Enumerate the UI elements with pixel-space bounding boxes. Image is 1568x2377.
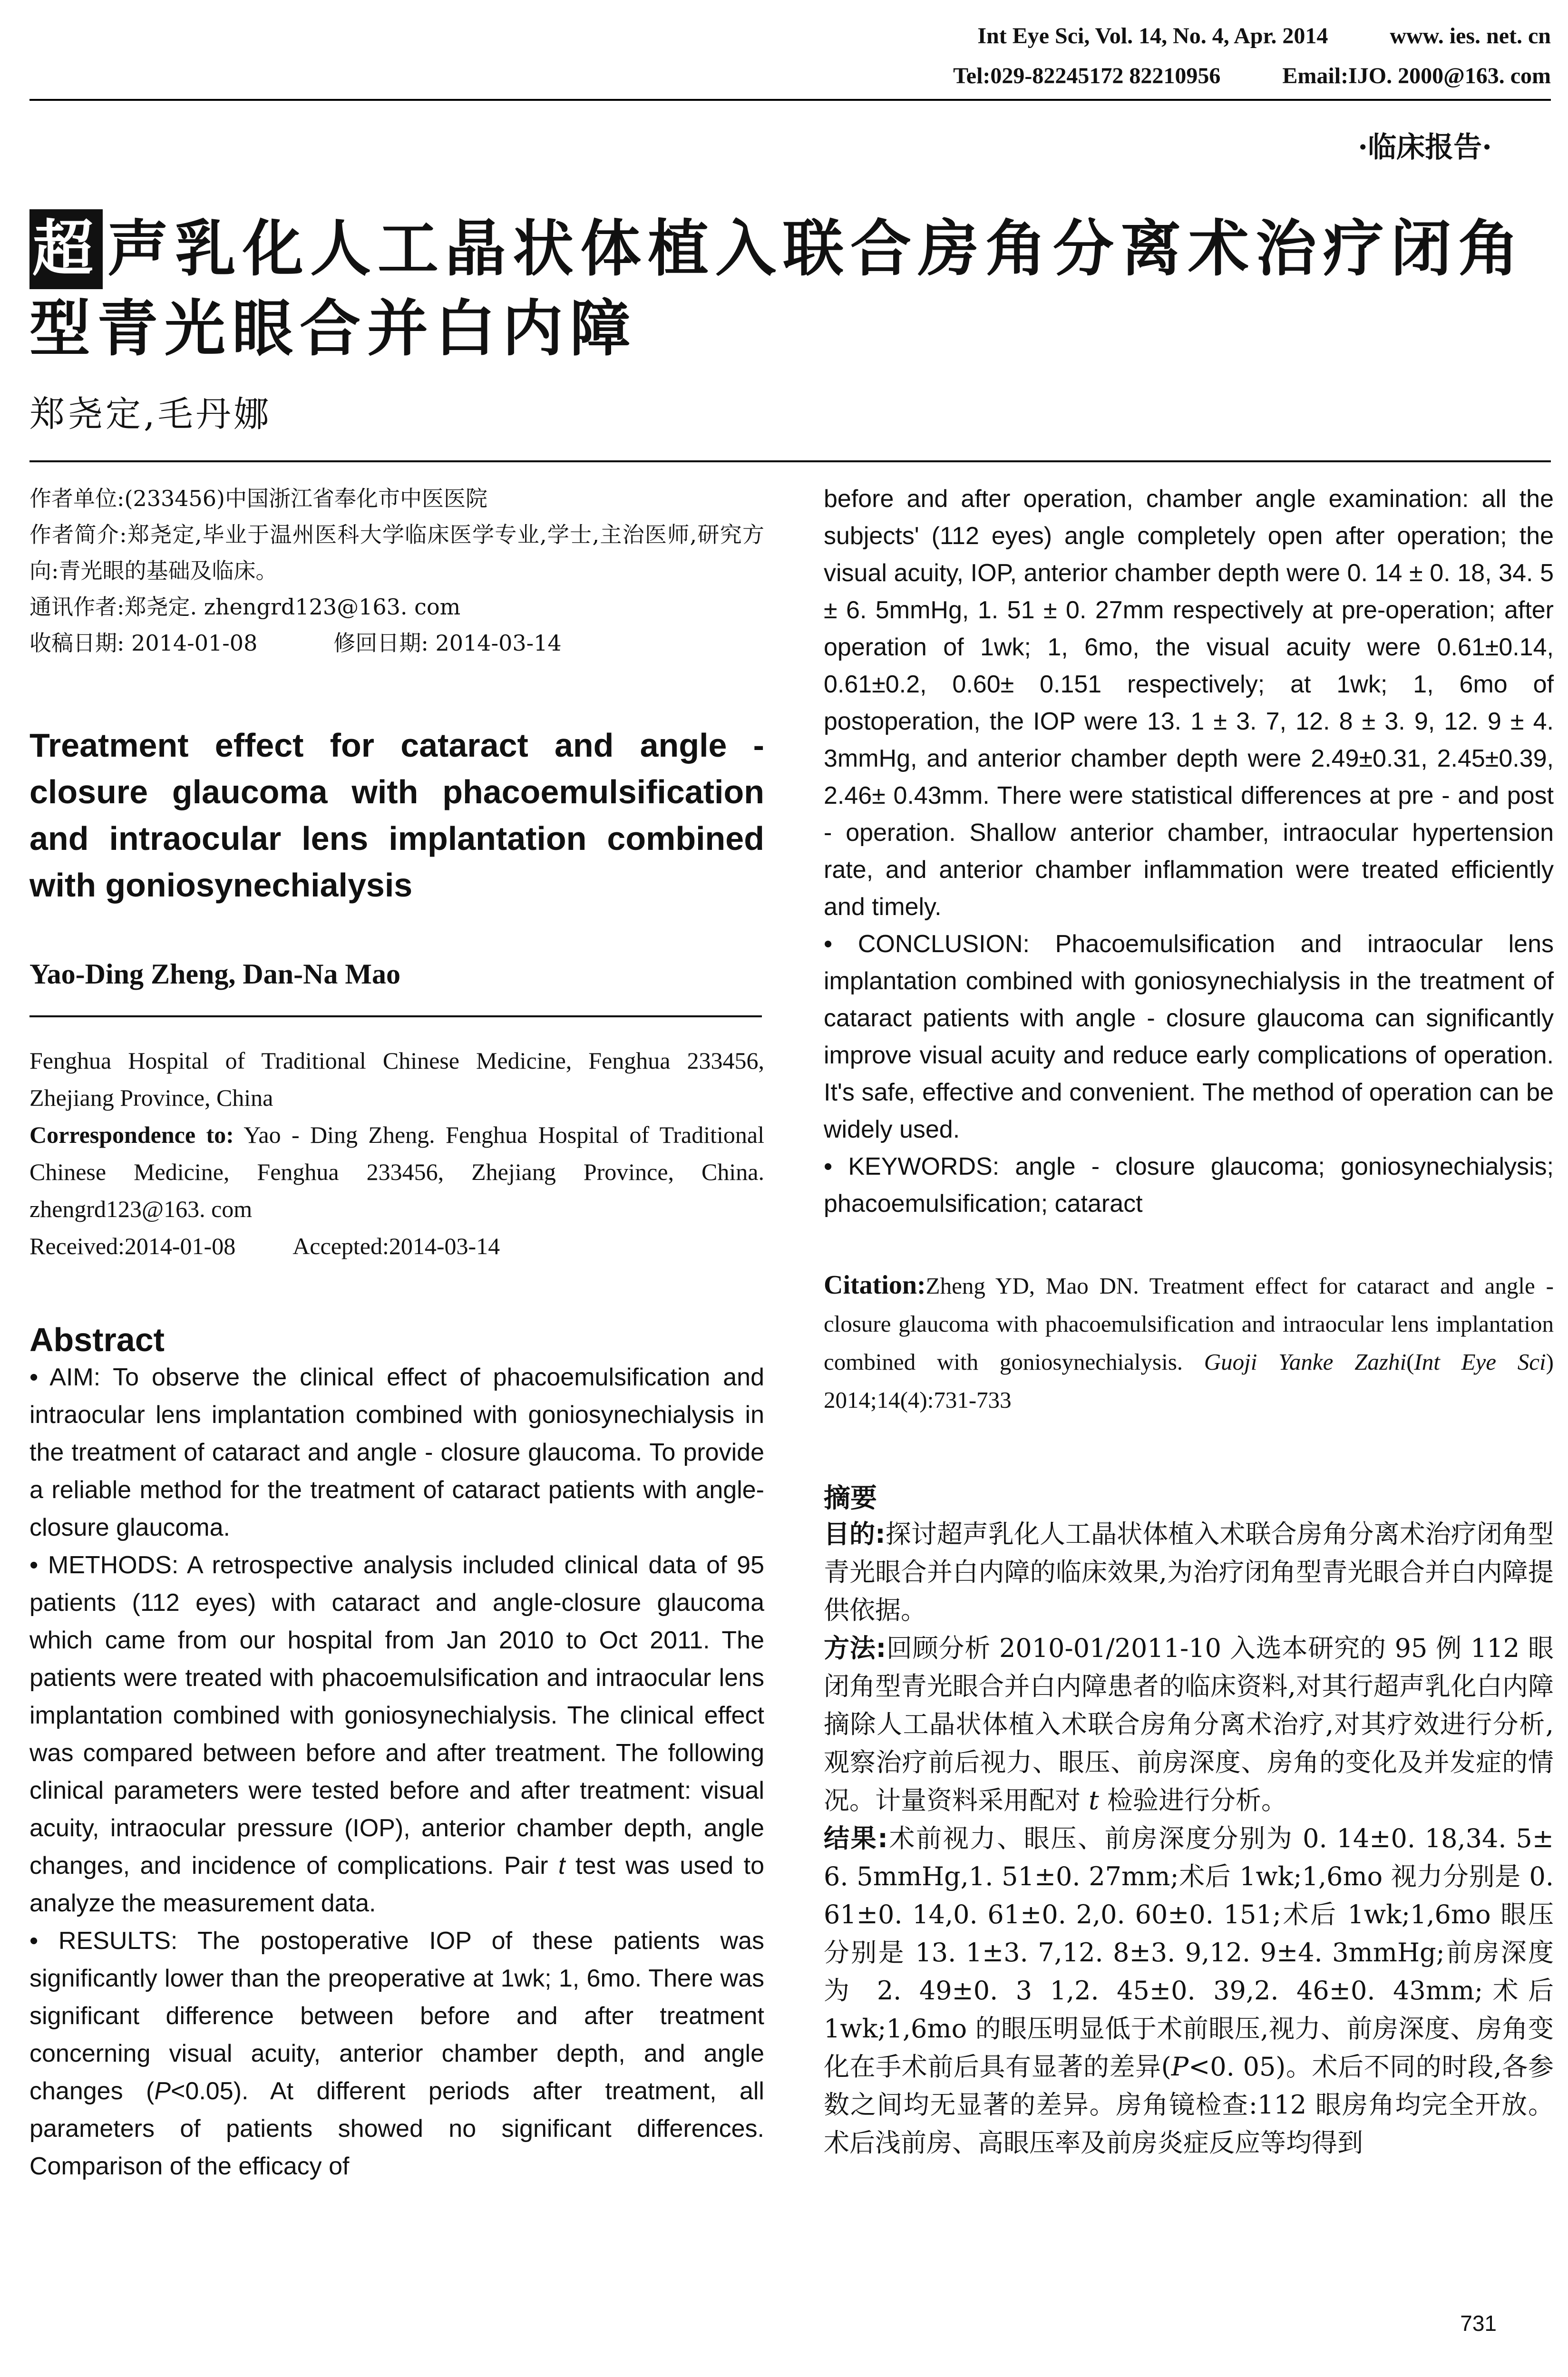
citation-text-b: ) 2014;14(4):731-733: [824, 1349, 1554, 1413]
right-column: [824, 480, 1554, 2162]
citation-journal-b: Int Eye Sci: [1414, 1349, 1546, 1375]
method-cn-t: t: [1089, 1785, 1099, 1815]
journal-website: www. ies. net. cn: [1390, 23, 1551, 49]
title-cn: [29, 209, 1551, 369]
aim-cn-label: 目的:: [824, 1519, 886, 1549]
citation-journal-a: Guoji Yanke Zazhi: [1204, 1349, 1407, 1375]
abstract-aim: [29, 1359, 764, 1547]
results-p: P: [154, 2077, 171, 2105]
abstract-cn-result: [824, 1820, 1554, 2162]
citation-paren: (: [1406, 1349, 1414, 1375]
left-column: [29, 480, 764, 2185]
author-bio-cn: 作者简介:郑尧定,毕业于温州医科大学临床医学专业,学士,主治医师,研究方向:青光眼的基础及临床。: [29, 522, 764, 584]
authors-rule: [29, 1015, 762, 1017]
authors-cn: 郑尧定,毛丹娜: [29, 394, 272, 435]
result-cn-text-a: 术前视力、眼压、前房深度分别为 0. 14±0. 18,34. 5± 6. 5mmHg,1. 51±0. 27mm;术后 1wk;1,6mo 视力分别是 0. 61±0. 14,0. 61±0. 2,0. 60±0. 151;术后 1wk;1,6mo 眼压分别是 13. 1±3. 7,12. 8±3. 9,12. 9±4. 3mmHg;前房深度为 2. 49±0. 3 1,2. 45±0. 39,2. 46±0. 43mm;术后 1wk;1,6mo 的眼压明显低于术前眼压,视力、前房深度、房角变化在手术前后具有显著的差异(: [824, 1823, 1554, 2082]
affiliation-hospital: Fenghua Hospital of Traditional Chinese Medicine, Fenghua 233456, Zhejiang Province, China: [29, 1047, 764, 1111]
journal-citation: Int Eye Sci, Vol. 14, No. 4, Apr. 2014: [977, 23, 1328, 49]
header-rule: [29, 99, 1551, 101]
abstract-keywords: [824, 1148, 1554, 1222]
page-number: 731: [1460, 2311, 1497, 2336]
received-date-cn: 收稿日期: 2014-01-08: [29, 630, 258, 656]
abstract-cn-heading: 摘要: [824, 1483, 877, 1514]
title-cn-rest: 声乳化人工晶状体植入联合房角分离术治疗闭角型青光眼合并白内障: [29, 214, 1526, 364]
aim-text: To observe the clinical effect of phacoemulsification and intraocular lens implantation combined with goniosynechialysis in the treatment of cataract and angle - closure glaucoma. To provide a reliable method for the treatment of cataract patients with angle-closure glaucoma.: [29, 1364, 764, 1541]
title-cn-first-char: 超: [29, 209, 103, 289]
result-cn-label: 结果:: [824, 1823, 888, 1853]
abstract-heading: Abstract: [29, 1321, 165, 1358]
conclusion-label: • CONCLUSION:: [824, 930, 1030, 958]
dates-en: [29, 1227, 764, 1265]
results-text-b: <0.05). At different periods after treatment, all parameters of patients showed no significant differences. Comparison of the efficacy of: [29, 2077, 764, 2180]
journal-email: Email:IJO. 2000@163. com: [1282, 63, 1551, 88]
methods-t: t: [558, 1852, 565, 1880]
affiliation-en: [29, 1042, 764, 1265]
results-text-a: The postoperative IOP of these patients was significantly lower than the preoperative at 1wk; 1, 6mo. There was significant difference between before and after treatment concerning visual acuity, anterior chamber depth, and angle changes (: [29, 1927, 764, 2105]
methods-label: • METHODS:: [29, 1551, 179, 1579]
dates-cn: [29, 625, 764, 661]
journal-tel: Tel:029-82245172 82210956: [953, 63, 1221, 88]
author-info-cn: [29, 480, 764, 661]
method-cn-text-b: 检验进行分析。: [1099, 1785, 1287, 1815]
results-continued: before and after operation, chamber angle examination: all the subjects' (112 eyes) angle completely open after operation; the visual acuity, IOP, anterior chamber depth were 0. 14 ± 0. 18, 34. 5 ± 6. 5mmHg, 1. 51 ± 0. 27mm respectively at pre-operation; after operation of 1wk; 1, 6mo, the visual acuity were 0.61±0.14, 0.61±0.2, 0.60± 0.151 respectively; at 1wk; 1, 6mo of postoperation, the IOP were 13. 1 ± 3. 7, 12. 8 ± 3. 9, 12. 9 ± 4. 3mmHg, and anterior chamber depth were 2.49±0.31, 2.45±0.39, 2.46± 0.43mm. There were statistical differences at pre - and post - operation. Shallow anterior chamber, intraocular hypertension rate, and anterior chamber inflammation were treated efficiently and timely.: [824, 485, 1554, 921]
result-cn-p: P: [1171, 2052, 1189, 2082]
abstract-left: [29, 1359, 764, 2185]
correspondence-label: Correspondence to:: [29, 1121, 234, 1148]
revised-date-cn: 修回日期: 2014-03-14: [333, 630, 562, 656]
title-en: Treatment effect for cataract and angle - closure glaucoma with phacoemulsification and intraocular lens implantation combined with goniosynechialysis: [29, 727, 764, 904]
received-date-en: Received:2014-01-08: [29, 1233, 236, 1259]
accepted-date-en: Accepted:2014-03-14: [292, 1233, 500, 1259]
conclusion-text: Phacoemulsification and intraocular lens implantation combined with goniosynechialysis in the treatment of cataract patients with angle - closure glaucoma can significantly improve visual acuity and reduce early complications of operation. It's safe, effective and convenient. The method of operation can be widely used.: [824, 930, 1554, 1143]
authors-en: Yao-Ding Zheng, Dan-Na Mao: [29, 958, 401, 990]
citation: [824, 1266, 1554, 1419]
author-unit-cn: 作者单位:(233456)中国浙江省奉化市中医医院: [29, 486, 487, 511]
abstract-results: [29, 1922, 764, 2185]
aim-cn-text: 探讨超声乳化人工晶状体植入术联合房角分离术治疗闭角型青光眼合并白内障的临床效果,为治疗闭角型青光眼合并白内障提供依据。: [824, 1519, 1554, 1625]
result-cn-text-b: <0. 05)。术后不同的时段,各参数之间均无显著的差异。房角镜检查:112 眼房角均完全开放。术后浅前房、高眼压率及前房炎症反应等均得到: [824, 2052, 1554, 2158]
keywords-text: angle - closure glaucoma; goniosynechialysis; phacoemulsification; cataract: [824, 1153, 1554, 1218]
abstract-methods: [29, 1547, 764, 1922]
section-tag: ·临床报告·: [1358, 131, 1492, 164]
aim-label: • AIM:: [29, 1364, 101, 1391]
citation-label: Citation:: [824, 1270, 926, 1300]
journal-header-line1: [977, 23, 1551, 49]
citation-text-a: Zheng YD, Mao DN. Treatment effect for cataract and angle - closure glaucoma with phacoemulsification and intraocular lens implantation combined with goniosynechialysis.: [824, 1273, 1554, 1375]
journal-header-line2: [953, 63, 1551, 89]
abstract-conclusion: [824, 925, 1554, 1148]
correspondence-text: Yao - Ding Zheng. Fenghua Hospital of Traditional Chinese Medicine, Fenghua 233456, Zhejiang Province, China. zhengrd123@163. com: [29, 1121, 764, 1222]
corresponding-author-cn: 通讯作者:郑尧定. zhengrd123@163. com: [29, 594, 461, 620]
method-cn-text-a: 回顾分析 2010-01/2011-10 入选本研究的 95 例 112 眼闭角型青光眼合并白内障患者的临床资料,对其行超声乳化白内障摘除人工晶状体植入术联合房角分离术治疗,对其疗效进行分析,观察治疗前后视力、眼压、前房深度、房角的变化及并发症的情况。计量资料采用配对: [824, 1633, 1554, 1815]
methods-text-b: test was used to analyze the measurement data.: [29, 1852, 765, 1917]
abstract-cn-method: [824, 1629, 1554, 1820]
abstract-right: [824, 480, 1554, 1222]
keywords-label: • KEYWORDS:: [824, 1153, 1000, 1180]
results-label: • RESULTS:: [29, 1927, 178, 1955]
title-rule: [29, 460, 1551, 462]
methods-text-a: A retrospective analysis included clinical data of 95 patients (112 eyes) with cataract and angle-closure glaucoma which came from our hospital from Jan 2010 to Oct 2011. The patients were treated with phacoemulsification and intraocular lens implantation combined with goniosynechialysis. The clinical effect was compared between before and after treatment. The following clinical parameters were tested before and after treatment: visual acuity, intraocular pressure (IOP), anterior chamber depth, angle changes, and incidence of complications. Pair: [29, 1551, 764, 1880]
abstract-cn: [824, 1515, 1554, 2162]
method-cn-label: 方法:: [824, 1633, 886, 1663]
correspondence-en: [29, 1116, 764, 1227]
abstract-cn-aim: [824, 1515, 1554, 1629]
